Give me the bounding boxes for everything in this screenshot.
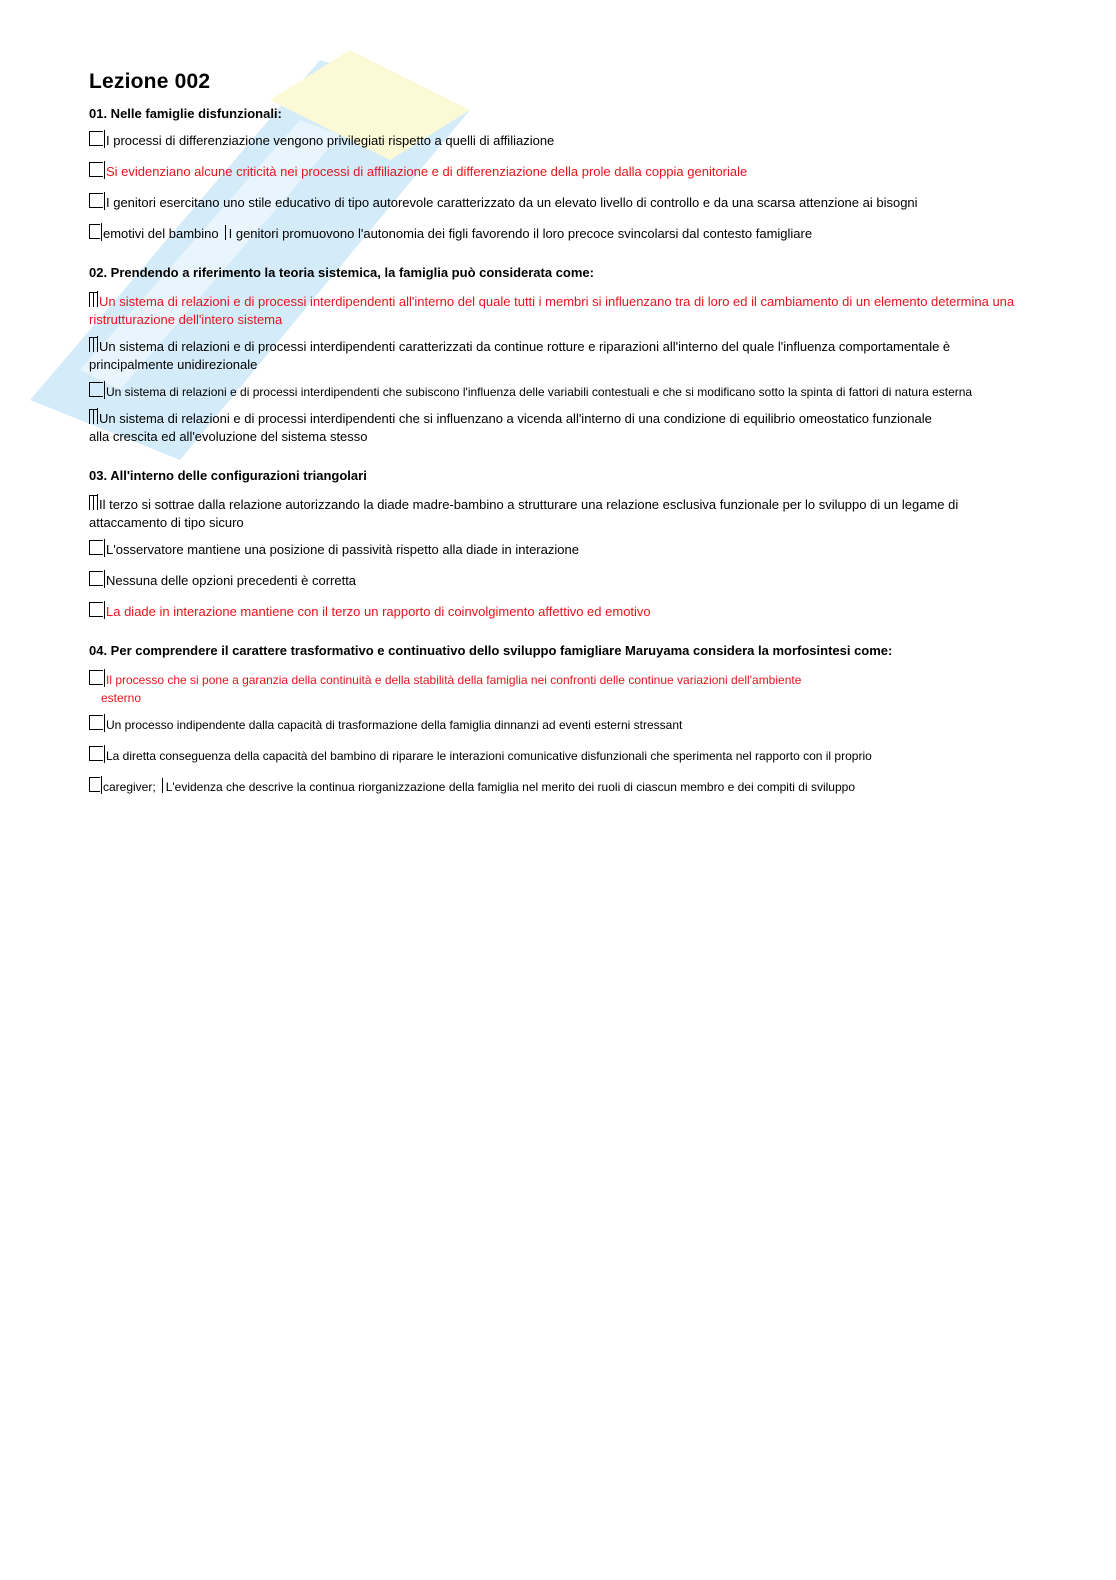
q2-option-3: Un sistema di relazioni e di processi interdipendenti che subiscono l'influenza delle variabili contestuali e che si modificano sotto la spinta di fattori di natura esterna <box>89 382 1029 401</box>
checkbox[interactable] <box>89 571 103 586</box>
checkbox[interactable] <box>162 778 163 793</box>
document-page <box>89 70 1029 808</box>
q1-option-2-correct: Si evidenziano alcune criticità nei processi di affiliazione e di differenziazione della prole dalla coppia genitoriale <box>89 162 1029 181</box>
q4-option-3: La diretta conseguenza della capacità del bambino di riparare le interazioni comunicative disfunzionali che sperimenta nel rapporto con il proprio <box>89 746 1029 765</box>
q4-option-3-cont: caregiver; L'evidenza che descrive la continua riorganizzazione della famiglia nel merito dei ruoli di ciascun membro e dei compiti di sviluppo <box>89 777 1029 796</box>
checkbox[interactable] <box>89 292 98 307</box>
q1-option-3: I genitori esercitano uno stile educativo di tipo autorevole caratterizzato da un elevato livello di controllo e da una scarsa attenzione ai bisogni <box>89 193 1029 212</box>
q1-option-1: I processi di differenziazione vengono privilegiati rispetto a quelli di affiliazione <box>89 131 1029 150</box>
checkbox[interactable] <box>89 540 103 555</box>
q2-option-1-correct: Un sistema di relazioni e di processi interdipendenti all'interno del quale tutti i membri si influenzano tra di loro ed il cambiamento di un elemento determina una ristrutturazione dell'intero sistema <box>89 294 1015 327</box>
page-title: Lezione 002 <box>89 70 211 93</box>
question-4: 04. Per comprendere il carattere trasformativo e continuativo dello sviluppo famigliare Maruyama considera la morfosintesi come: <box>89 643 893 658</box>
checkbox[interactable] <box>89 162 103 177</box>
checkbox[interactable] <box>89 602 103 617</box>
checkbox[interactable] <box>89 131 103 146</box>
q2-option-2: Un sistema di relazioni e di processi interdipendenti caratterizzati da continue rotture e riparazioni all'interno del quale l'influenza comportamentale è principalmente unidirezionale <box>89 339 951 372</box>
checkbox[interactable] <box>89 495 98 510</box>
question-2: 02. Prendendo a riferimento la teoria sistemica, la famiglia può considerata come: <box>89 265 594 280</box>
question-1: 01. Nelle famiglie disfunzionali: <box>89 106 282 121</box>
q3-option-1: Il terzo si sottrae dalla relazione autorizzando la diade madre-bambino a strutturare una relazione esclusiva funzionale per lo sviluppo di un legame di attaccamento di tipo sicuro <box>89 497 959 530</box>
q3-option-2: L'osservatore mantiene una posizione di passività rispetto alla diade in interazione <box>89 540 1029 559</box>
checkbox[interactable] <box>89 670 103 685</box>
q4-option-2: Un processo indipendente dalla capacità di trasformazione della famiglia dinnanzi ad eventi esterni stressant <box>89 715 1029 734</box>
checkbox[interactable] <box>89 337 98 352</box>
q1-option-3-cont: emotivi del bambino I genitori promuovono l'autonomia dei figli favorendo il loro precoce svincolarsi dal contesto famigliare <box>89 224 1029 243</box>
checkbox[interactable] <box>89 193 103 208</box>
question-3: 03. All'interno delle configurazioni triangolari <box>89 468 367 483</box>
checkbox[interactable] <box>89 715 103 730</box>
q4-option-1-correct: Il processo che si pone a garanzia della continuità e della stabilità della famiglia nei confronti delle continue variazioni dell'ambiente esterno <box>89 670 1029 707</box>
checkbox[interactable] <box>89 382 103 397</box>
q3-option-3: Nessuna delle opzioni precedenti è corretta <box>89 571 1029 590</box>
checkbox[interactable] <box>89 746 103 761</box>
checkbox[interactable] <box>89 409 98 424</box>
checkbox[interactable] <box>89 777 100 792</box>
q2-option-4: Un sistema di relazioni e di processi interdipendenti che si influenzano a vicenda all'interno di una condizione di equilibrio omeostatico funzionale alla crescita ed all'evoluzione del sistema stesso <box>89 411 932 444</box>
q3-option-4-correct: La diade in interazione mantiene con il terzo un rapporto di coinvolgimento affettivo ed emotivo <box>89 602 1029 621</box>
checkbox[interactable] <box>89 224 100 239</box>
checkbox[interactable] <box>225 225 226 240</box>
